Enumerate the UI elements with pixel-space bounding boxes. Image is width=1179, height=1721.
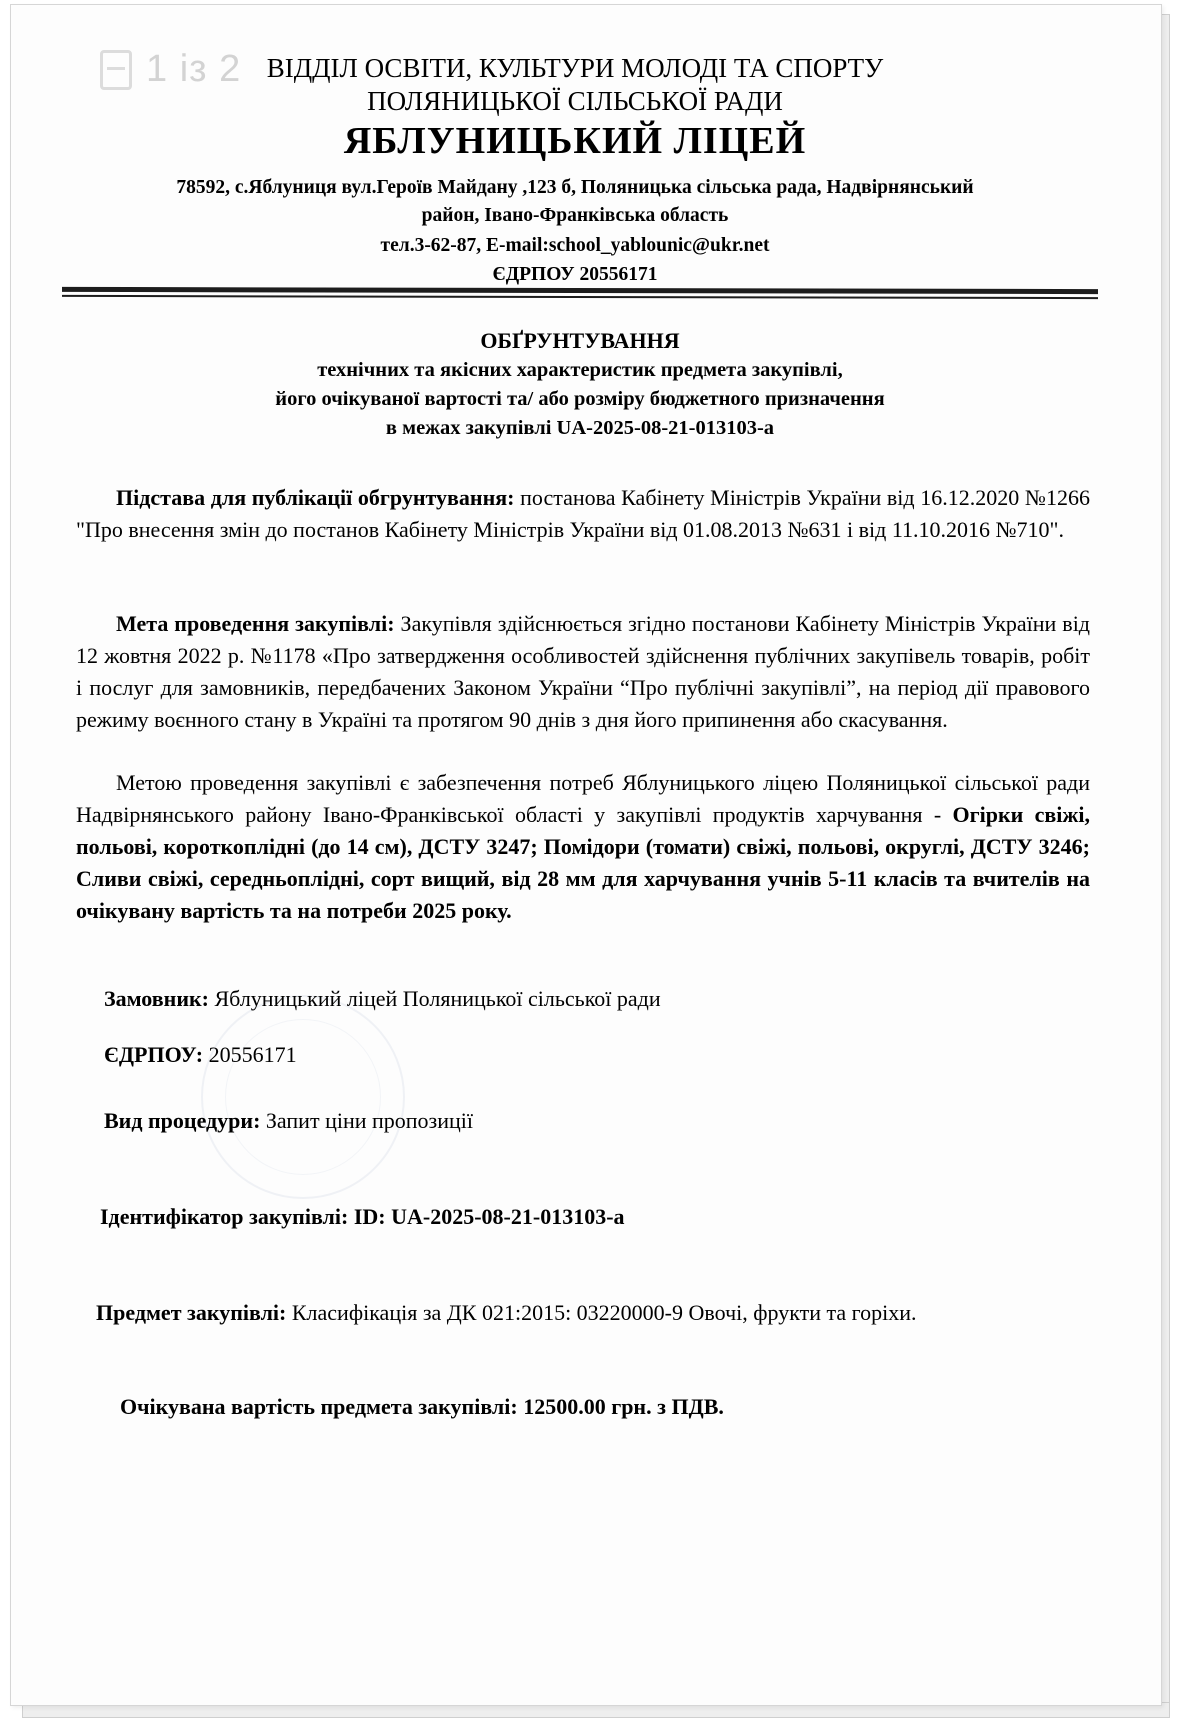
subject-field [56, 1298, 1086, 1328]
expected-value: Очікувана вартість предмета закупівлі: 12500.00 грн. з ПДВ. [120, 1394, 724, 1419]
purpose-label: Мета проведення закупівлі: [116, 611, 395, 636]
basis-label: Підстава для публікації обгрунтування: [116, 485, 515, 510]
address-line-2: район, Івано-Франківська область [421, 205, 729, 226]
department-line-1: ВІДДІЛ ОСВІТИ, КУЛЬТУРИ МОЛОДІ ТА СПОРТУ [266, 53, 884, 83]
title-main: ОБҐРУНТУВАННЯ [480, 328, 680, 353]
title-line-1: технічних та якісних характеристик предмета закупівлі, [317, 359, 843, 381]
procedure-field [104, 1106, 473, 1136]
customer-value: Яблуницький ліцей Поляницької сільської ради [209, 986, 661, 1011]
letterhead-contacts: тел.3-62-87, E-mail:school_yablounic@ukr.net [380, 235, 770, 256]
letterhead-edrpou: ЄДРПОУ 20556171 [492, 264, 658, 285]
subject-value: Класифікація за ДК 021:2015: 03220000-9 Овочі, фрукти та горіхи. [286, 1300, 917, 1325]
basis-text: постанова Кабінету Міністрів України від 16.12.2020 №1266 "Про внесення змін до постанов Кабінету Міністрів України від 01.08.2013 №631 і від 11.10.2016 №710". [76, 485, 1090, 542]
school-name: ЯБЛУНИЦЬКИЙ ЛІЦЕЙ [343, 120, 807, 162]
goal-text: Метою проведення закупівлі є забезпечення потреб Яблуницького ліцею Поляницької сільської ради Надвірнянського району Івано-Франківської області у закупівлі продуктів харчування - [76, 770, 1090, 827]
procurement-identifier: Ідентифікатор закупівлі: ID: UA-2025-08-21-013103-a [100, 1204, 625, 1229]
purpose-text: Закупівля здійснюється згідно постанови Кабінету Міністрів України від 12 жовтня 2022 р. №1178 «Про затвердження особливостей здійснення публічних закупівель товарів, робіт і послуг для замовників, передбачених Законом України “Про публічні закупівлі”, на період дії правового режиму воєнного стану в Україні та протягом 90 днів з дня його припинення або скасування. [76, 611, 1091, 732]
basis-paragraph [76, 482, 1090, 546]
address-line-1: 78592, с.Яблуниця вул.Героїв Майдану ,123 б, Поляницька сільська рада, Надвірнянський [176, 177, 974, 198]
letterhead-address [60, 174, 1090, 230]
subject-label: Предмет закупівлі: [96, 1300, 287, 1325]
goal-paragraph [76, 767, 1090, 927]
goal-items: Огірки свіжі, польові, короткоплідні (до 14 см), ДСТУ 3247; Помідори (томати) свіжі, польові, округлі, ДСТУ 3246; Сливи свіжі, середньоплідні, сорт вищий, від 28 мм для харчування учнів 5-11 класів та вчителів на очікувану вартість та на потреби 2025 року. [76, 802, 1090, 923]
page-counter-text: 1 із 2 [146, 48, 242, 90]
letterhead-department [60, 52, 1090, 118]
procedure-label: Вид процедури: [104, 1108, 261, 1133]
department-line-2: ПОЛЯНИЦЬКОЇ СІЛЬСЬКОЇ РАДИ [367, 86, 783, 116]
edrpou-label: ЄДРПОУ: [104, 1042, 204, 1067]
customer-field [104, 984, 661, 1014]
procedure-value: Запит ціни пропозиції [260, 1108, 474, 1133]
edrpou-field [104, 1040, 297, 1070]
document-title [120, 326, 1040, 443]
title-line-3: в межах закупівлі UA-2025-08-21-013103-a [385, 417, 775, 439]
title-line-2: його очікуваної вартості та/ або розміру бюджетного призначення [275, 388, 885, 410]
edrpou-value: 20556171 [203, 1042, 297, 1067]
purpose-paragraph [76, 608, 1090, 736]
faint-stamp-impression [201, 995, 405, 1199]
customer-label: Замовник: [104, 986, 209, 1011]
